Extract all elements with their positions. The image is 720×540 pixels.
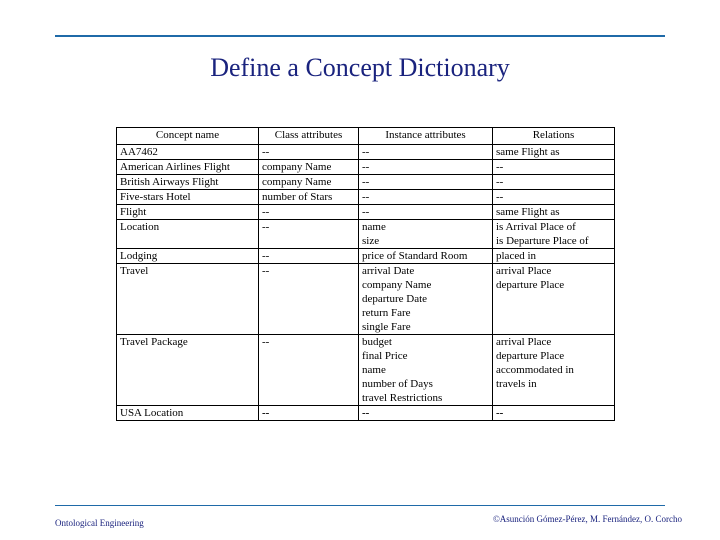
cell-line: AA7462 <box>120 146 158 158</box>
table-header-row <box>117 128 615 145</box>
cell-line: is Departure Place of <box>496 235 589 247</box>
cell-line: arrival Place <box>496 336 552 348</box>
cell-line: -- <box>262 206 270 218</box>
cell-line: arrival Date <box>362 265 415 277</box>
cell-line: -- <box>362 146 370 158</box>
relations-cell <box>493 160 615 175</box>
cell-line: USA Location <box>120 407 184 419</box>
header-relations: Relations <box>493 128 615 145</box>
concept-name-cell <box>117 190 259 205</box>
class-attributes-cell <box>259 406 359 421</box>
cell-line: Flight <box>120 206 147 218</box>
cell-line: -- <box>262 407 270 419</box>
footer-left: Ontological Engineering <box>55 518 144 528</box>
table-row <box>117 190 615 205</box>
cell-line: Location <box>120 221 160 233</box>
relations-cell <box>493 145 615 160</box>
concept-name-cell <box>117 335 259 406</box>
cell-line: accommodated in <box>496 364 574 376</box>
concept-name-cell <box>117 145 259 160</box>
class-attributes-cell <box>259 264 359 335</box>
table-row <box>117 406 615 421</box>
table-row <box>117 205 615 220</box>
table-body <box>117 145 615 421</box>
cell-line: name <box>362 221 386 233</box>
instance-attributes-cell <box>359 190 493 205</box>
concept-name-cell <box>117 205 259 220</box>
instance-attributes-cell <box>359 220 493 249</box>
instance-attributes-cell <box>359 145 493 160</box>
relations-cell <box>493 264 615 335</box>
cell-line: company Name <box>262 161 332 173</box>
relations-cell <box>493 249 615 264</box>
relations-cell <box>493 190 615 205</box>
relations-cell <box>493 220 615 249</box>
table-row <box>117 249 615 264</box>
class-attributes-cell <box>259 249 359 264</box>
table-row <box>117 175 615 190</box>
cell-line: is Arrival Place of <box>496 221 576 233</box>
table-row <box>117 160 615 175</box>
cell-line: name <box>362 364 386 376</box>
cell-line: departure Place <box>496 279 565 291</box>
relations-cell <box>493 205 615 220</box>
header-class-attributes: Class attributes <box>259 128 359 145</box>
header-concept-name: Concept name <box>117 128 259 145</box>
top-rule <box>55 35 665 37</box>
cell-line: American Airlines Flight <box>120 161 230 173</box>
table-row <box>117 145 615 160</box>
cell-line: -- <box>362 161 370 173</box>
cell-line: -- <box>262 250 270 262</box>
cell-line: company Name <box>362 279 432 291</box>
table-row <box>117 220 615 249</box>
class-attributes-cell <box>259 205 359 220</box>
footer-right: ©Asunción Gómez-Pérez, M. Fernández, O. Corcho <box>492 514 682 524</box>
concept-name-cell <box>117 406 259 421</box>
class-attributes-cell <box>259 220 359 249</box>
cell-line: Lodging <box>120 250 158 262</box>
relations-cell <box>493 335 615 406</box>
class-attributes-cell <box>259 160 359 175</box>
cell-line: -- <box>262 146 270 158</box>
concept-name-cell <box>117 264 259 335</box>
cell-line: Travel Package <box>120 336 188 348</box>
cell-line: company Name <box>262 176 332 188</box>
cell-line: budget <box>362 336 392 348</box>
cell-line: price of Standard Room <box>362 250 468 262</box>
instance-attributes-cell <box>359 160 493 175</box>
cell-line: -- <box>362 191 370 203</box>
slide-title: Define a Concept Dictionary <box>210 53 510 82</box>
cell-line: -- <box>262 265 270 277</box>
cell-line: Travel <box>120 265 149 277</box>
cell-line: placed in <box>496 250 537 262</box>
instance-attributes-cell <box>359 264 493 335</box>
cell-line: -- <box>262 336 270 348</box>
table-row <box>117 335 615 406</box>
table-row <box>117 264 615 335</box>
header-instance-attributes: Instance attributes <box>359 128 493 145</box>
instance-attributes-cell <box>359 205 493 220</box>
class-attributes-cell <box>259 190 359 205</box>
cell-line: -- <box>262 221 270 233</box>
cell-line: -- <box>496 176 504 188</box>
cell-line: final Price <box>362 350 408 362</box>
cell-line: same Flight as <box>496 206 560 218</box>
cell-line: -- <box>362 206 370 218</box>
instance-attributes-cell <box>359 335 493 406</box>
cell-line: -- <box>496 407 504 419</box>
cell-line: number of Stars <box>262 191 333 203</box>
cell-line: -- <box>496 161 504 173</box>
relations-cell <box>493 175 615 190</box>
instance-attributes-cell <box>359 175 493 190</box>
instance-attributes-cell <box>359 249 493 264</box>
cell-line: single Fare <box>362 321 411 333</box>
bottom-rule <box>55 505 665 506</box>
cell-line: departure Place <box>496 350 565 362</box>
concept-dictionary-table <box>116 127 615 421</box>
class-attributes-cell <box>259 145 359 160</box>
class-attributes-cell <box>259 175 359 190</box>
concept-name-cell <box>117 249 259 264</box>
cell-line: same Flight as <box>496 146 560 158</box>
cell-line: British Airways Flight <box>120 176 219 188</box>
cell-line: travels in <box>496 378 537 390</box>
cell-line: travel Restrictions <box>362 392 443 404</box>
cell-line: arrival Place <box>496 265 552 277</box>
concept-name-cell <box>117 220 259 249</box>
relations-cell <box>493 406 615 421</box>
cell-line: number of Days <box>362 378 433 390</box>
cell-line: -- <box>496 191 504 203</box>
cell-line: departure Date <box>362 293 428 305</box>
cell-line: Five-stars Hotel <box>120 191 191 203</box>
class-attributes-cell <box>259 335 359 406</box>
concept-name-cell <box>117 160 259 175</box>
instance-attributes-cell <box>359 406 493 421</box>
cell-line: size <box>362 235 380 247</box>
cell-line: -- <box>362 176 370 188</box>
concept-name-cell <box>117 175 259 190</box>
cell-line: return Fare <box>362 307 411 319</box>
cell-line: -- <box>362 407 370 419</box>
